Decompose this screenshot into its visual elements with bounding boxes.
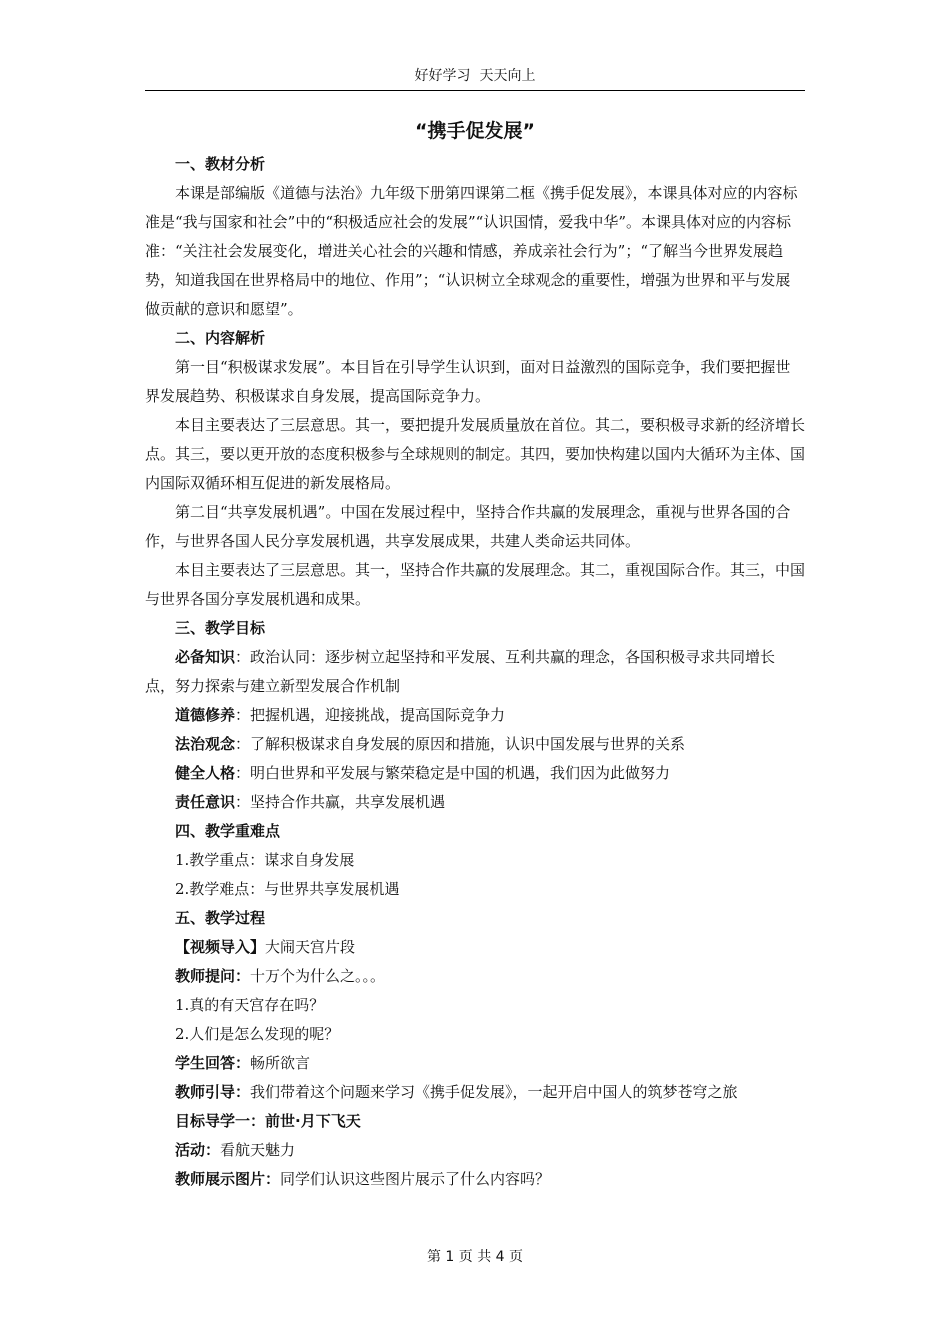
goal-item xyxy=(145,643,805,701)
process-text: 畅所欲言 xyxy=(250,1054,311,1072)
document-body xyxy=(145,116,805,1194)
process-text: 我们带着这个问题来学习《携手促发展》，一起开启中国人的筑梦苍穹之旅 xyxy=(250,1083,738,1101)
process-item xyxy=(145,1049,805,1078)
goal-text: ：坚持合作共赢，共享发展机遇 xyxy=(235,793,446,811)
goal-item xyxy=(145,788,805,817)
page-header xyxy=(145,66,805,91)
document-title: “携手促发展” xyxy=(415,120,535,142)
subsection-heading: 目标导学一：前世·月下飞天 xyxy=(175,1112,361,1130)
keypoint-item: 2.教学难点：与世界共享发展机遇 xyxy=(175,880,400,898)
process-label: 教师展示图片： xyxy=(175,1170,281,1188)
goal-label: 必备知识 xyxy=(175,648,236,666)
paragraph: 本课是部编版《道德与法治》九年级下册第四课第二框《携手促发展》，本课具体对应的内容标准是“我与国家和社会”中的“积极适应社会的发展”“认识国情，爱我中华”。本课具体对应的内容标准：“关注社会发展变化，增进关心社会的兴趣和情感，养成亲社会行为”；“了解当今世界发展趋势，知道我国在世界格局中的地位、作用”；“认识树立全球观念的重要性，增强为世界和平与发展做贡献的意识和愿望”。 xyxy=(145,184,798,318)
section-heading-process: 五、教学过程 xyxy=(175,909,266,927)
process-label: 【视频导入】 xyxy=(175,938,266,956)
process-item xyxy=(145,1136,805,1165)
goal-text: ：政治认同：逐步树立起坚持和平发展、互利共赢的理念，各国积极寻求共同增长点，努力探索与建立新型发展合作机制 xyxy=(145,648,776,695)
goal-text: ：了解积极谋求自身发展的原因和措施，认识中国发展与世界的关系 xyxy=(235,735,686,753)
goal-label: 法治观念 xyxy=(175,735,236,753)
paragraph: 本目主要表达了三层意思。其一，要把提升发展质量放在首位。其二，要积极寻求新的经济增长点。其三，要以更开放的态度积极参与全球规则的制定。其四，要加快构建以国内大循环为主体、国内国际双循环相互促进的新发展格局。 xyxy=(145,416,806,492)
process-label: 教师引导： xyxy=(175,1083,251,1101)
goal-item xyxy=(145,759,805,788)
paragraph: 第二目“共享发展机遇”。中国在发展过程中，坚持合作共赢的发展理念，重视与世界各国的合作，与世界各国人民分享发展机遇，共享发展成果，共建人类命运共同体。 xyxy=(145,503,791,550)
goal-label: 责任意识 xyxy=(175,793,236,811)
process-item xyxy=(145,933,805,962)
section-heading-analysis: 一、教材分析 xyxy=(175,155,266,173)
question-item: 2.人们是怎么发现的呢？ xyxy=(175,1025,340,1043)
keypoint-item: 1.教学重点：谋求自身发展 xyxy=(175,851,355,869)
goal-text: ：把握机遇，迎接挑战，提高国际竞争力 xyxy=(235,706,506,724)
paragraph: 本目主要表达了三层意思。其一，坚持合作共赢的发展理念。其二，重视国际合作。其三，中国与世界各国分享发展机遇和成果。 xyxy=(145,561,806,608)
section-heading-content: 二、内容解析 xyxy=(175,329,266,347)
page-number: 第 1 页 共 4 页 xyxy=(426,1249,524,1265)
paragraph: 第一目“积极谋求发展”。本目旨在引导学生认识到，面对日益激烈的国际竞争，我们要把握世界发展趋势、积极谋求自身发展，提高国际竞争力。 xyxy=(145,358,791,405)
process-label: 学生回答： xyxy=(175,1054,251,1072)
section-heading-goals: 三、教学目标 xyxy=(175,619,266,637)
goal-item xyxy=(145,701,805,730)
goal-label: 健全人格 xyxy=(175,764,236,782)
process-text: 同学们认识这些图片展示了什么内容吗？ xyxy=(280,1170,551,1188)
goal-item xyxy=(145,730,805,759)
process-item xyxy=(145,1078,805,1107)
question-item: 1.真的有天宫存在吗？ xyxy=(175,996,325,1014)
goal-label: 道德修养 xyxy=(175,706,236,724)
process-label: 活动： xyxy=(175,1141,221,1159)
page-footer xyxy=(0,1246,950,1266)
section-heading-keypoints: 四、教学重难点 xyxy=(175,822,281,840)
process-label: 教师提问： xyxy=(175,967,251,985)
process-text: 大闹天宫片段 xyxy=(265,938,356,956)
process-item xyxy=(145,962,805,991)
process-text: 看航天魅力 xyxy=(220,1141,296,1159)
process-item xyxy=(145,1165,805,1194)
goal-text: ：明白世界和平发展与繁荣稳定是中国的机遇，我们因为此做努力 xyxy=(235,764,671,782)
header-text: 好好学习 天天向上 xyxy=(414,68,536,84)
process-text: 十万个为什么之。。。 xyxy=(250,967,386,985)
